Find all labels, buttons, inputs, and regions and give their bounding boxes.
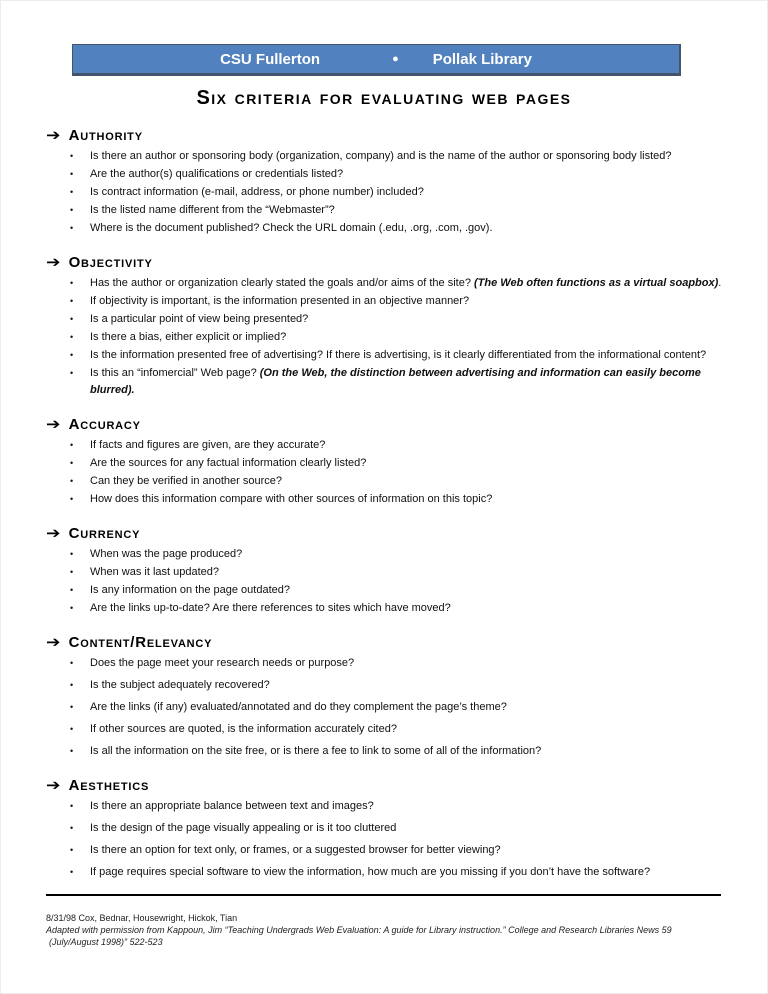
bullet-dot-icon: • <box>70 223 74 233</box>
section-heading: Currency <box>68 525 141 542</box>
criterion-text: Is this an “infomercial” Web page? (On the Web, the distinction between advertising and information can easily become blurred). <box>90 367 701 396</box>
section-authority <box>47 127 722 237</box>
bullet-dot-icon: • <box>70 187 74 197</box>
criteria-list <box>47 546 722 617</box>
bullet-dot-icon: • <box>70 368 74 378</box>
criterion-text: Is a particular point of view being presented? <box>90 313 309 325</box>
criterion-text: Are the links up-to-date? Are there references to sites which have moved? <box>90 602 451 614</box>
bullet-dot-icon: • <box>70 151 74 161</box>
section-header <box>47 127 722 144</box>
criterion-item <box>70 365 722 399</box>
section-currency <box>47 525 722 617</box>
criterion-item <box>70 864 722 881</box>
bullet-dot-icon: • <box>70 801 74 811</box>
arrow-right-icon: ➔ <box>46 776 61 794</box>
footer-citation-line1: Adapted with permission from Kappoun, Jim “Teaching Undergrads Web Evaluation: A guide for Library instruction.” College and Research Libraries News 59 <box>46 925 672 935</box>
bullet-dot-icon: • <box>70 867 74 877</box>
criterion-item <box>70 311 722 328</box>
criterion-text: Is the information presented free of advertising? If there is advertising, is it clearly differentiated from the informational content? <box>90 349 707 361</box>
section-heading: Objectivity <box>68 254 153 271</box>
criterion-item <box>70 600 722 617</box>
criterion-text: When was it last updated? <box>90 566 220 578</box>
bullet-dot-icon: • <box>70 458 74 468</box>
criterion-text: Where is the document published? Check the URL domain (.edu, .org, .com, .gov). <box>90 222 493 234</box>
criterion-item <box>70 202 722 219</box>
criterion-text: If facts and figures are given, are they accurate? <box>90 439 326 451</box>
criterion-text: How does this information compare with other sources of information on this topic? <box>90 493 493 505</box>
criteria-list <box>47 798 722 881</box>
arrow-right-icon: ➔ <box>46 633 61 651</box>
section-aesthetics <box>47 777 722 881</box>
footer-divider <box>46 894 721 896</box>
criterion-text: If objectivity is important, is the information presented in an objective manner? <box>90 295 470 307</box>
criteria-list <box>47 655 722 760</box>
header-right-label: Pollak Library <box>432 50 532 68</box>
criterion-text: Can they be verified in another source? <box>90 475 283 487</box>
criterion-item <box>70 473 722 490</box>
bullet-dot-icon: • <box>70 549 74 559</box>
emphasized-note: (The Web often functions as a virtual soapbox) <box>474 277 719 289</box>
criterion-item <box>70 148 722 165</box>
criterion-text: Is there a bias, either explicit or implied? <box>90 331 287 343</box>
criterion-item <box>70 582 722 599</box>
criterion-item <box>70 655 722 672</box>
arrow-right-icon: ➔ <box>46 415 61 433</box>
bullet-dot-icon: • <box>70 603 74 613</box>
bullet-dot-icon: • <box>70 169 74 179</box>
section-content-relevancy <box>47 634 722 760</box>
bullet-dot-icon: • <box>70 332 74 342</box>
bullet-dot-icon: • <box>70 702 74 712</box>
separator-dot-icon: ● <box>392 52 399 65</box>
criteria-list <box>47 275 722 399</box>
section-header <box>47 634 722 651</box>
section-heading: Accuracy <box>68 416 141 433</box>
criterion-text: Is contract information (e-mail, address, or phone number) included? <box>90 186 424 198</box>
bullet-dot-icon: • <box>70 494 74 504</box>
bullet-dot-icon: • <box>70 296 74 306</box>
bullet-dot-icon: • <box>70 205 74 215</box>
criterion-item <box>70 166 722 183</box>
bullet-dot-icon: • <box>70 680 74 690</box>
page-title: Six criteria for evaluating web pages <box>196 87 572 109</box>
footer-credits: 8/31/98 Cox, Bednar, Housewright, Hickok, Tian <box>46 913 238 923</box>
criterion-text: Is the subject adequately recovered? <box>90 679 270 691</box>
section-accuracy <box>47 416 722 508</box>
criterion-text: Is there an author or sponsoring body (organization, company) and is the name of the author or sponsoring body listed? <box>90 150 672 162</box>
footer <box>1 886 767 993</box>
criterion-text: If page requires special software to view the information, how much are you missing if you don’t have the software? <box>90 866 651 878</box>
criterion-item <box>70 677 722 694</box>
criterion-item <box>70 293 722 310</box>
criterion-text: Are the author(s) qualifications or credentials listed? <box>90 168 344 180</box>
section-heading: Authority <box>68 127 143 144</box>
bullet-dot-icon: • <box>70 278 74 288</box>
criterion-text: Is all the information on the site free, or is there a fee to link to some of all of the information? <box>90 745 542 757</box>
section-heading: Aesthetics <box>68 777 150 794</box>
criterion-text: Has the author or organization clearly stated the goals and/or aims of the site? (The Web often functions as a virtual soapbox). <box>90 277 722 289</box>
header-left-label: CSU Fullerton <box>220 50 321 68</box>
criterion-item <box>70 721 722 738</box>
criterion-item <box>70 842 722 859</box>
criterion-item <box>70 437 722 454</box>
criterion-text: Is the listed name different from the “Webmaster”? <box>90 204 335 216</box>
section-heading: Content/Relevancy <box>68 634 213 651</box>
bullet-dot-icon: • <box>70 845 74 855</box>
emphasized-note: (On the Web, the distinction between advertising and information can easily become blurred). <box>90 367 701 396</box>
criterion-text: Is there an appropriate balance between text and images? <box>90 800 374 812</box>
criterion-text: Is any information on the page outdated? <box>90 584 290 596</box>
criterion-text: Is there an option for text only, or frames, or a suggested browser for better viewing? <box>90 844 501 856</box>
criterion-text: Are the sources for any factual information clearly listed? <box>90 457 367 469</box>
arrow-right-icon: ➔ <box>46 524 61 542</box>
criterion-item <box>70 699 722 716</box>
criterion-item <box>70 743 722 760</box>
criterion-item <box>70 798 722 815</box>
criterion-item <box>70 329 722 346</box>
criterion-item <box>70 546 722 563</box>
section-header <box>47 254 722 271</box>
criterion-item <box>70 347 722 364</box>
bullet-dot-icon: • <box>70 314 74 324</box>
criterion-item <box>70 275 722 292</box>
bullet-dot-icon: • <box>70 440 74 450</box>
bullet-dot-icon: • <box>70 350 74 360</box>
criterion-text: Does the page meet your research needs or purpose? <box>90 657 355 669</box>
arrow-right-icon: ➔ <box>46 126 61 144</box>
criterion-item <box>70 455 722 472</box>
section-header <box>47 416 722 433</box>
section-header <box>47 777 722 794</box>
bullet-dot-icon: • <box>70 476 74 486</box>
bullet-dot-icon: • <box>70 823 74 833</box>
criteria-list <box>47 437 722 508</box>
criterion-text: When was the page produced? <box>90 548 243 560</box>
criteria-sections <box>1 110 767 886</box>
section-header <box>47 525 722 542</box>
bullet-dot-icon: • <box>70 724 74 734</box>
bullet-dot-icon: • <box>70 585 74 595</box>
section-objectivity <box>47 254 722 399</box>
criterion-item <box>70 184 722 201</box>
criterion-text: Is the design of the page visually appealing or is it too cluttered <box>90 822 397 834</box>
criterion-text: If other sources are quoted, is the information accurately cited? <box>90 723 397 735</box>
header-bar <box>72 44 681 76</box>
bullet-dot-icon: • <box>70 746 74 756</box>
criterion-item <box>70 820 722 837</box>
bullet-dot-icon: • <box>70 567 74 577</box>
criterion-item <box>70 564 722 581</box>
criterion-text: Are the links (if any) evaluated/annotated and do they complement the page’s theme? <box>90 701 507 713</box>
footer-citation-line2: (July/August 1998)” 522-523 <box>49 937 163 947</box>
criterion-item <box>70 220 722 237</box>
criterion-item <box>70 491 722 508</box>
arrow-right-icon: ➔ <box>46 253 61 271</box>
criteria-list <box>47 148 722 237</box>
bullet-dot-icon: • <box>70 658 74 668</box>
